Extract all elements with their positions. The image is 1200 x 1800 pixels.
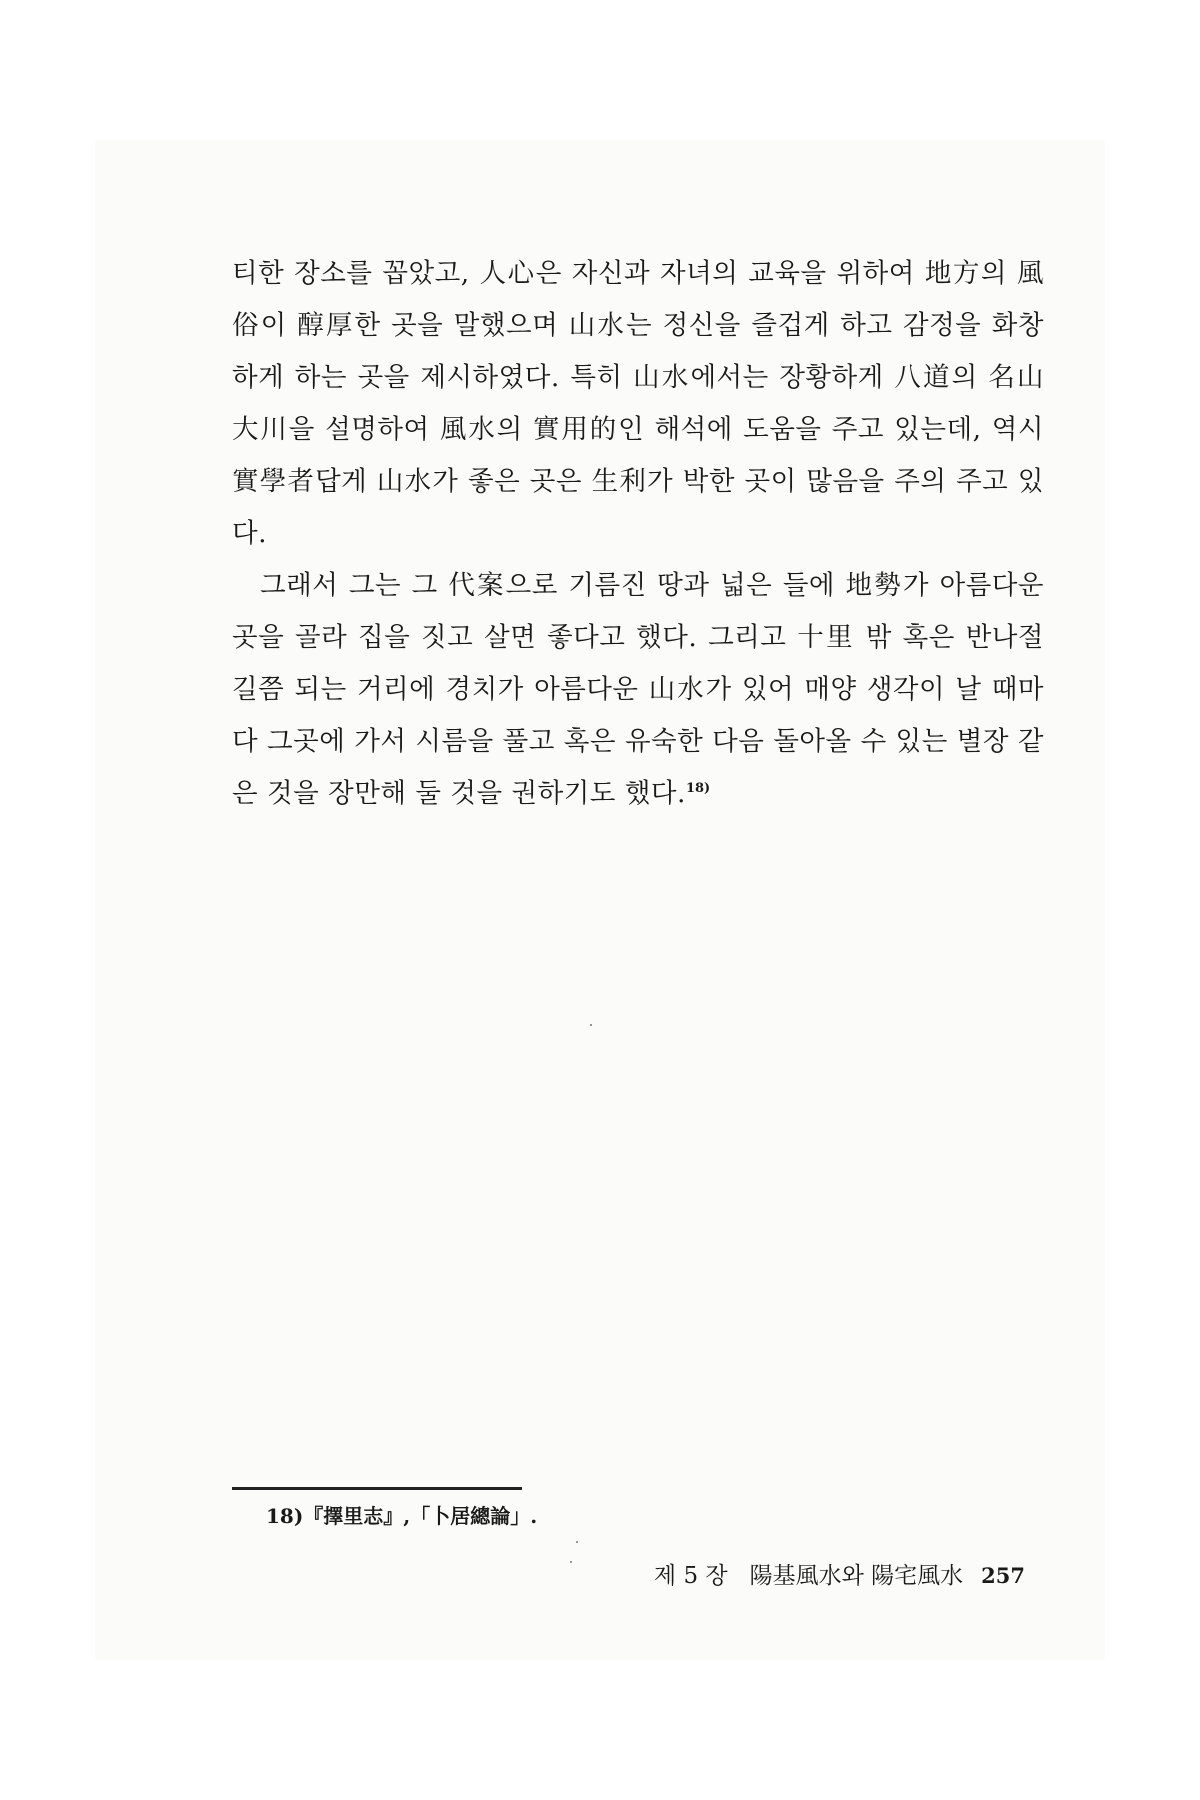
scan-speck bbox=[590, 1024, 592, 1026]
paragraph-1 bbox=[232, 248, 1044, 560]
paragraph-1-text: 티한 장소를 꼽았고, 人心은 자신과 자녀의 교육을 위하여 地方의 風俗이 醇厚한 곳을 말했으며 山水는 정신을 즐겁게 하고 감정을 화창하게 하는 곳을 제시하였다. 특히 山水에서는 장황하게 八道의 名山大川을 설명하여 風水의 實用的인 해석에 도움을 주고 있는데, 역시 實學者답게 山水가 좋은 곳은 生利가 박한 곳이 많음을 주의 주고 있다. bbox=[232, 258, 1044, 549]
running-footer bbox=[654, 1557, 1025, 1590]
footnote-reference: 18) bbox=[685, 781, 711, 797]
paragraph-2-text: 그래서 그는 그 代案으로 기름진 땅과 넓은 들에 地勢가 아름다운 곳을 골라 집을 짓고 살면 좋다고 했다. 그리고 十里 밖 혹은 반나절 길쯤 되는 거리에 경치가 아름다운 山水가 있어 매양 생각이 날 때마다 그곳에 가서 시름을 풀고 혹은 유숙한 다음 돌아올 수 있는 별장 같은 것을 장만해 둘 것을 권하기도 했다. bbox=[232, 570, 1044, 809]
footer-chapter: 제 5 장 bbox=[653, 1563, 728, 1589]
main-text bbox=[232, 248, 1044, 820]
footer-title: 陽基風水와 陽宅風水 bbox=[749, 1563, 964, 1589]
scan-speck bbox=[570, 1561, 572, 1563]
footnote: 18)『擇里志』,「卜居總論」. bbox=[266, 1504, 538, 1528]
footnote-divider bbox=[232, 1487, 522, 1490]
paragraph-2 bbox=[232, 560, 1044, 820]
page-number: 257 bbox=[981, 1563, 1025, 1588]
scan-speck bbox=[576, 1541, 578, 1543]
